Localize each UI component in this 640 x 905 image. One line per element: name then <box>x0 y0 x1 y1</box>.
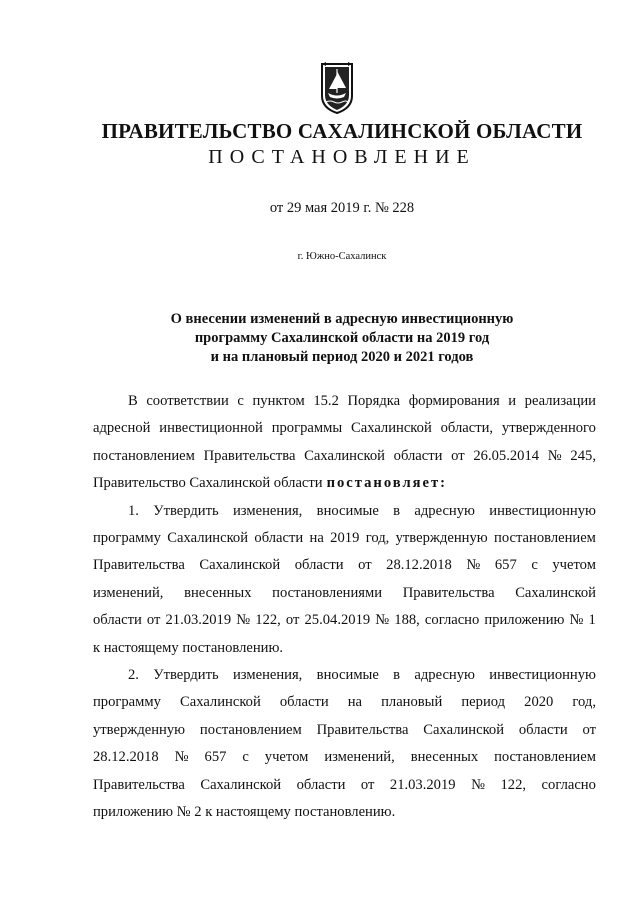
document-subject <box>22 310 640 367</box>
government-title: ПРАВИТЕЛЬСТВО САХАЛИНСКОЙ ОБЛАСТИ <box>101 119 583 143</box>
subject-line: программу Сахалинской области на 2019 год <box>194 330 490 346</box>
word: 245, <box>570 447 596 464</box>
word: области <box>93 612 142 629</box>
word: 1 <box>588 612 596 629</box>
word: приложению <box>484 612 565 629</box>
word: утвержденную <box>93 721 186 738</box>
word: области, <box>440 420 494 437</box>
word: согласно <box>424 612 480 629</box>
word: учетом <box>264 749 309 766</box>
word: в <box>393 667 401 684</box>
word: № <box>174 749 189 766</box>
word: Правительства <box>93 557 185 574</box>
word: № <box>375 612 390 629</box>
word: 2020 <box>524 694 554 711</box>
word: 122, <box>255 612 281 629</box>
word: согласно <box>541 776 596 793</box>
word: от <box>146 612 161 629</box>
word: № <box>547 447 562 464</box>
word: инвестиционной <box>159 420 263 437</box>
word: Правительства <box>203 447 296 464</box>
word: и <box>508 393 517 409</box>
word: 26.05.2014 <box>473 447 540 464</box>
preamble-line <box>93 470 596 497</box>
document-body <box>93 388 596 827</box>
word: Правительства <box>316 721 409 738</box>
word: Утвердить <box>153 502 219 519</box>
word: вносимые <box>316 667 379 684</box>
item2-line <box>93 662 596 689</box>
word: 28.12.2018 <box>386 557 452 574</box>
word: постановлением <box>494 530 596 547</box>
word: изменения, <box>232 667 303 684</box>
word: учетом <box>552 557 596 574</box>
item1-line: к настоящему постановлению. <box>93 639 284 656</box>
word: адресной <box>93 420 151 437</box>
subject-line: О внесении изменений в адресную инвестиционную <box>170 311 514 327</box>
word: Сахалинской <box>180 694 261 711</box>
word: 122, <box>500 776 527 793</box>
word: 2. <box>128 667 139 684</box>
item2-line <box>93 744 596 771</box>
word: от <box>285 612 300 629</box>
word: формирования <box>408 393 500 409</box>
word: Сахалинской <box>304 447 385 464</box>
word: области <box>296 776 346 793</box>
word: Сахалинской <box>200 776 282 793</box>
word: инвестиционную <box>489 502 596 519</box>
word: программу <box>93 694 161 711</box>
word: Сахалинской <box>199 557 281 574</box>
word: от <box>451 447 465 464</box>
word: в <box>393 502 401 519</box>
subject-line: и на плановый период 2020 и 2021 годов <box>210 349 474 365</box>
document-type: ПОСТАНОВЛЕНИЕ <box>208 146 476 168</box>
word: постановлением <box>199 721 302 738</box>
word: области <box>518 721 568 738</box>
sakhalin-coat-of-arms-icon <box>320 62 354 114</box>
item2-line: приложению № 2 к настоящему постановлению. <box>93 804 396 821</box>
word: Порядка <box>347 393 401 409</box>
word: 28.12.2018 <box>93 749 159 766</box>
word: постановлением <box>93 447 195 464</box>
word: 2019 <box>330 530 360 547</box>
word: утвержденного <box>501 420 596 437</box>
word: Сахалинской <box>351 420 432 437</box>
word: период <box>461 694 506 711</box>
word: Правительства <box>402 584 495 601</box>
word: В <box>128 393 138 409</box>
word: год, <box>572 694 596 711</box>
word: 25.04.2019 <box>304 612 371 629</box>
word: от <box>582 721 596 738</box>
word: 657 <box>494 557 517 574</box>
word: инвестиционную <box>489 667 596 684</box>
word: 1. <box>128 502 139 519</box>
item1-line <box>93 498 596 525</box>
word: от <box>358 557 372 574</box>
word: изменений, <box>324 749 395 766</box>
item1-line <box>93 580 596 607</box>
preamble-line <box>93 388 596 415</box>
item1-line <box>93 525 596 552</box>
word: изменения, <box>232 502 303 519</box>
word: внесенных <box>410 749 479 766</box>
word: с <box>531 557 538 574</box>
item2-line <box>93 689 596 716</box>
decree-word: постановляет: <box>326 475 448 492</box>
word: пунктом <box>252 393 305 409</box>
word: области <box>294 557 344 574</box>
word: Утвердить <box>153 667 219 684</box>
word: программу <box>93 530 161 547</box>
word: № <box>466 557 481 574</box>
word: Правительства <box>93 776 185 793</box>
preamble-text: Правительство Сахалинской области <box>93 475 323 492</box>
item1-line <box>93 552 596 579</box>
word: от <box>360 776 375 793</box>
word: 188, <box>394 612 420 629</box>
preamble-line <box>93 443 596 470</box>
word: утвержденную <box>395 530 488 547</box>
item2-line <box>93 772 596 799</box>
preamble-line <box>93 415 596 442</box>
word: Сахалинской <box>423 721 505 738</box>
document-date-number: от 29 мая 2019 г. № 228 <box>269 200 415 216</box>
word: области <box>393 447 443 464</box>
word: Сахалинской <box>167 530 249 547</box>
word: 21.03.2019 <box>165 612 232 629</box>
word: области <box>279 694 329 711</box>
word: адресную <box>414 502 475 519</box>
word: изменений, <box>93 584 164 601</box>
word: вносимые <box>316 502 379 519</box>
word: Сахалинской <box>515 584 596 601</box>
word: год, <box>365 530 390 547</box>
item2-line <box>93 717 596 744</box>
document-city: г. Южно-Сахалинск <box>297 251 387 262</box>
word: с <box>242 749 249 766</box>
word: области <box>254 530 304 547</box>
word: плановый <box>381 694 443 711</box>
word: на <box>347 694 363 711</box>
word: постановлениями <box>272 584 383 601</box>
word: на <box>309 530 324 547</box>
item1-line <box>93 607 596 634</box>
word: 657 <box>204 749 227 766</box>
word: реализации <box>524 393 596 409</box>
word: программы <box>271 420 343 437</box>
word: № <box>471 776 485 793</box>
word: соответствии <box>146 393 229 409</box>
word: № <box>236 612 251 629</box>
word: постановлением <box>494 749 596 766</box>
word: 21.03.2019 <box>389 776 456 793</box>
word: с <box>237 393 244 409</box>
word: адресную <box>414 667 475 684</box>
word: 15.2 <box>313 393 339 409</box>
word: № <box>569 612 584 629</box>
word: внесенных <box>184 584 252 601</box>
